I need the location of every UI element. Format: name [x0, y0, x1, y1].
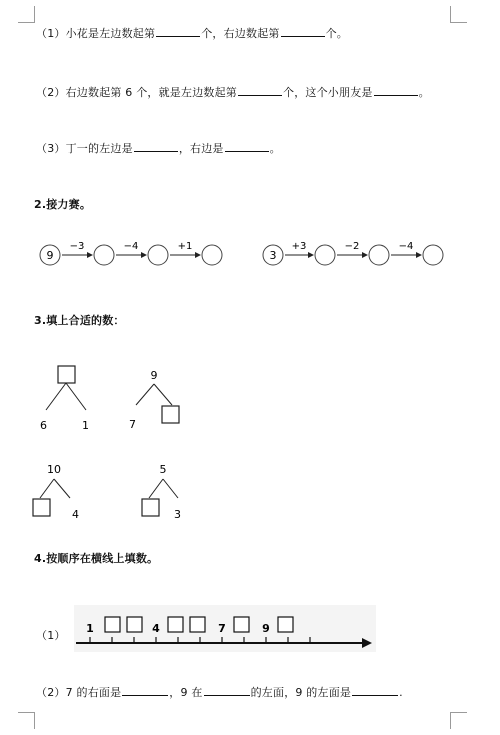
answer-blank[interactable]	[225, 140, 269, 152]
answer-circle[interactable]	[202, 245, 222, 265]
q4-part2-mid2: 的左面，9 的左面是	[250, 686, 352, 699]
q1-line-1-middle: 个，右边数起第	[201, 27, 280, 40]
q4-title: 4.按顺序在横线上填数。	[34, 552, 159, 565]
relay-chain-left	[40, 241, 222, 265]
number-tree-1	[40, 366, 89, 432]
q2-title: 2.接力赛。	[34, 198, 92, 211]
number-trees	[0, 355, 500, 535]
crop-mark-bottom-left	[18, 712, 35, 729]
tree-4-right: 3	[174, 508, 181, 521]
answer-box[interactable]	[168, 617, 183, 632]
chain-right-start: 3	[269, 249, 277, 262]
tree-4-top: 5	[159, 463, 167, 476]
crop-mark-bottom-right	[450, 712, 467, 729]
answer-box[interactable]	[278, 617, 293, 632]
q1-line-2-prefix: （2）右边数起第 6 个，就是左边数起第	[36, 86, 237, 99]
tree-2-left: 7	[129, 418, 136, 431]
q1-line-1-suffix: 个。	[325, 27, 349, 40]
answer-circle[interactable]	[148, 245, 168, 265]
answer-blank[interactable]	[204, 684, 250, 696]
answer-blank[interactable]	[134, 140, 178, 152]
answer-box[interactable]	[58, 366, 75, 383]
answer-circle[interactable]	[369, 245, 389, 265]
crop-mark-top-left	[18, 6, 35, 23]
tree-branch	[46, 383, 66, 410]
answer-circle[interactable]	[423, 245, 443, 265]
answer-blank[interactable]	[374, 84, 418, 96]
answer-blank[interactable]	[122, 684, 168, 696]
answer-blank[interactable]	[281, 25, 325, 37]
number-tree-2	[129, 369, 179, 431]
crop-mark-top-right	[450, 6, 467, 23]
q1-line-2-suffix: 。	[418, 86, 430, 99]
answer-box[interactable]	[105, 617, 120, 632]
number-line-label-1: 1	[86, 622, 94, 635]
q1-line-2	[36, 84, 430, 100]
tree-branch	[40, 479, 54, 498]
q1-line-1	[36, 25, 348, 41]
q4-part2-line	[36, 684, 403, 700]
q1-line-2-middle: 个，这个小朋友是	[283, 86, 373, 99]
answer-circle[interactable]	[315, 245, 335, 265]
chain-left-op-3: +1	[177, 241, 193, 252]
number-line-label-4: 4	[152, 622, 160, 635]
chain-left-op-2: −4	[123, 241, 139, 252]
relay-chain-right	[263, 241, 443, 265]
answer-box[interactable]	[127, 617, 142, 632]
answer-circle[interactable]	[94, 245, 114, 265]
tree-1-right: 1	[82, 419, 89, 432]
chain-right-op-3: −4	[398, 241, 414, 252]
q1-line-3-middle: ，右边是	[178, 142, 224, 155]
chain-right-op-1: +3	[291, 241, 307, 252]
answer-blank[interactable]	[156, 25, 200, 37]
q1-line-3-prefix: （3）丁一的左边是	[36, 142, 133, 155]
q4-part2-mid1: ，9 在	[169, 686, 203, 699]
answer-blank[interactable]	[352, 684, 398, 696]
tree-3-right: 4	[72, 508, 79, 521]
tree-2-top: 9	[150, 369, 158, 382]
tree-branch	[66, 383, 86, 410]
tree-1-left: 6	[40, 419, 47, 432]
tree-branch	[149, 479, 163, 498]
q1-line-3	[36, 140, 281, 156]
q1-line-1-prefix: （1）小花是左边数起第	[36, 27, 156, 40]
q1-line-3-suffix: 。	[269, 142, 281, 155]
number-line-label-9: 9	[262, 622, 270, 635]
answer-box[interactable]	[190, 617, 205, 632]
answer-box[interactable]	[142, 499, 159, 516]
relay-chains	[0, 235, 500, 275]
answer-box[interactable]	[234, 617, 249, 632]
tree-3-top: 10	[47, 463, 61, 476]
chain-right-op-2: −2	[344, 241, 360, 252]
q4-part2-prefix: （2）7 的右面是	[36, 686, 122, 699]
q4-part2-suffix: .	[399, 686, 403, 699]
q3-title: 3.填上合适的数：	[34, 314, 125, 327]
tree-branch	[136, 384, 154, 405]
number-line	[74, 605, 384, 655]
answer-blank[interactable]	[238, 84, 282, 96]
tree-branch	[154, 384, 172, 405]
tree-branch	[163, 479, 178, 498]
number-line-label-7: 7	[218, 622, 226, 635]
answer-box[interactable]	[33, 499, 50, 516]
number-tree-4	[142, 463, 181, 521]
q4-part1-label: （1）	[36, 629, 66, 642]
chain-left-op-1: −3	[69, 241, 85, 252]
answer-box[interactable]	[162, 406, 179, 423]
tree-branch	[54, 479, 70, 498]
number-tree-3	[33, 463, 79, 521]
chain-left-start: 9	[46, 249, 54, 262]
